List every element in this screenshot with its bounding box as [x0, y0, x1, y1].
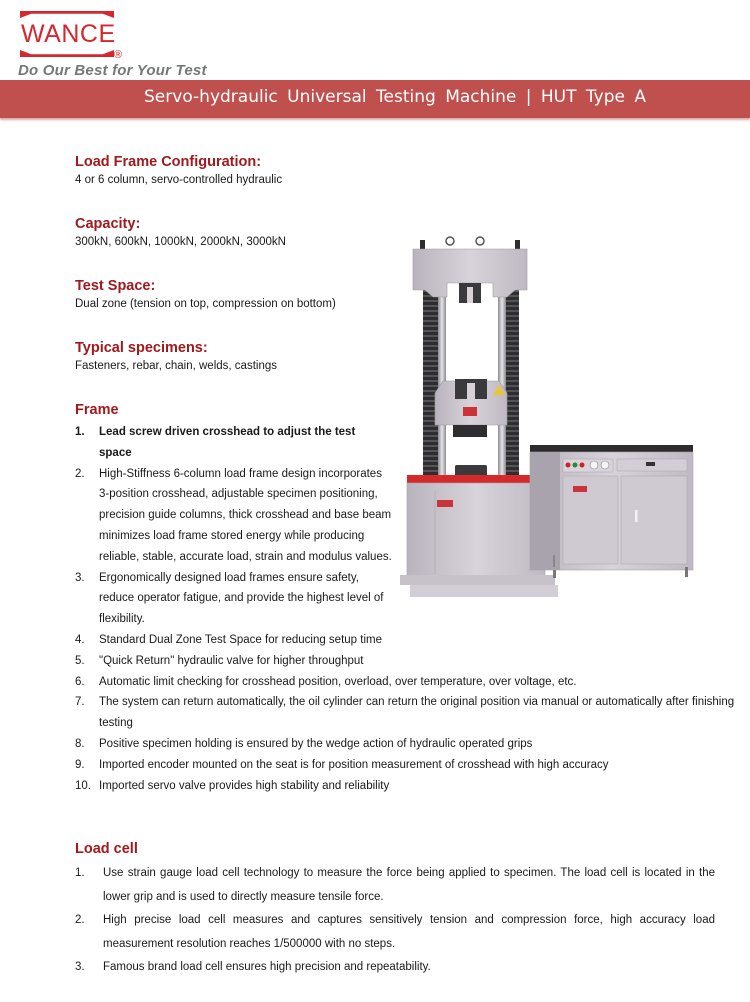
base-top-red: [407, 475, 545, 483]
item-text: Standard Dual Zone Test Space for reducing setup time: [99, 633, 382, 646]
item-text: "Quick Return" hydraulic valve for higher throughput: [99, 654, 364, 667]
item-number: 6.: [75, 675, 85, 688]
item-number: 2.: [75, 914, 85, 926]
spec-heading: Typical specimens:: [75, 340, 208, 356]
item-number: 3.: [75, 961, 85, 973]
logo-bottom-bar: [20, 50, 114, 57]
frame-section: [75, 402, 119, 418]
list-item: [75, 464, 394, 568]
spec-specimens: [75, 340, 277, 372]
item-text: The system can return automatically, the oil cylinder can return the original position via manual or automatically after finishing testing: [99, 696, 735, 730]
list-item: [75, 422, 369, 464]
spec-value: 4 or 6 column, servo-controlled hydraulic: [75, 174, 283, 186]
logo-top-bar: [20, 11, 114, 18]
item-text: Use strain gauge load cell technology to measure the force being applied to specimen. The load cell is located in the lower grip and is used to directly measure tensile force.: [103, 867, 715, 903]
registered-mark: ®: [114, 49, 123, 61]
list-item: [75, 630, 739, 651]
item-text: Imported encoder mounted on the seat is for position measurement of crosshead with high accuracy: [99, 758, 609, 771]
cabinet-door-left: [563, 476, 618, 564]
list-item: [75, 651, 739, 672]
item-number: 2.: [75, 467, 85, 480]
spec-value: Fasteners, rebar, chain, welds, castings: [75, 360, 277, 372]
load-cell-list: [75, 862, 715, 980]
load-frame-base: [407, 483, 545, 583]
item-text: Famous brand load cell ensures high precision and repeatability.: [103, 961, 431, 973]
cabinet-top: [530, 445, 693, 452]
list-item: [75, 568, 394, 630]
load-cell-section: [75, 841, 138, 857]
list-item: [75, 862, 715, 909]
list-item: [75, 672, 739, 693]
lead-screw-left: [423, 290, 439, 475]
item-text: Positive specimen holding is ensured by the wedge action of hydraulic operated grips: [99, 737, 533, 750]
base-badge: [437, 500, 453, 507]
spec-value: 300kN, 600kN, 1000kN, 2000kN, 3000kN: [75, 236, 286, 248]
pressure-gauge-1: [590, 461, 598, 469]
spec-capacity: [75, 216, 286, 248]
item-number: 3.: [75, 571, 85, 584]
title-band: [0, 80, 750, 118]
crosshead-badge: [463, 407, 477, 416]
list-item: [75, 692, 739, 734]
spec-heading: Capacity:: [75, 216, 141, 232]
spec-heading: Test Space:: [75, 278, 156, 294]
item-number: 10.: [75, 779, 91, 792]
item-number: 7.: [75, 696, 85, 709]
item-text: High precise load cell measures and captures sensitively tension and compression force, high accuracy load measurement resolution reaches 1/500000 with no steps.: [103, 914, 715, 950]
brand-tagline: Do Our Best for Your Test: [18, 62, 207, 79]
cabinet-badge: [573, 486, 587, 492]
list-item: [75, 755, 739, 776]
list-item: [75, 734, 739, 755]
list-item: [75, 776, 739, 797]
item-number: 4.: [75, 633, 85, 646]
logo-wordmark: WANCE: [21, 20, 116, 48]
item-number: 1.: [75, 867, 85, 879]
item-text: Automatic limit checking for crosshead position, overload, over temperature, over voltage, etc.: [99, 675, 577, 688]
page-title: Servo-hydraulic Universal Testing Machine | HUT Type A: [144, 87, 646, 107]
item-number: 1.: [75, 426, 85, 438]
list-item: [75, 956, 715, 980]
spec-heading: Load Frame Configuration:: [75, 154, 262, 170]
item-text: Ergonomically designed load frames ensure safety, reduce operator fatigue, and provide the highest level of flexibility.: [99, 571, 384, 626]
item-number: 5.: [75, 654, 85, 667]
brand-logo: [20, 10, 130, 60]
item-text: Lead screw driven crosshead to adjust the test space: [99, 426, 356, 459]
load-cell-heading: Load cell: [75, 841, 138, 857]
spec-load-frame: [75, 154, 282, 186]
item-number: 8.: [75, 737, 85, 750]
list-item: [75, 909, 715, 956]
item-text: Imported servo valve provides high stability and reliability: [99, 779, 390, 792]
testing-machine-image: [395, 235, 705, 605]
pressure-gauge-2: [601, 461, 609, 469]
spec-test-space: [75, 278, 336, 310]
item-number: 9.: [75, 758, 85, 771]
item-text: High-Stiffness 6-column load frame design incorporates 3-position crosshead, adjustable specimen positioning, precision guide columns, thick crosshead and base beam minimizes load frame stored energy while producing reliable, stable, accurate load, strain and modulus values.: [99, 467, 392, 563]
cabinet-door-right: [621, 476, 687, 564]
spec-value: Dual zone (tension on top, compression on bottom): [75, 298, 336, 310]
frame-heading: Frame: [75, 402, 119, 418]
